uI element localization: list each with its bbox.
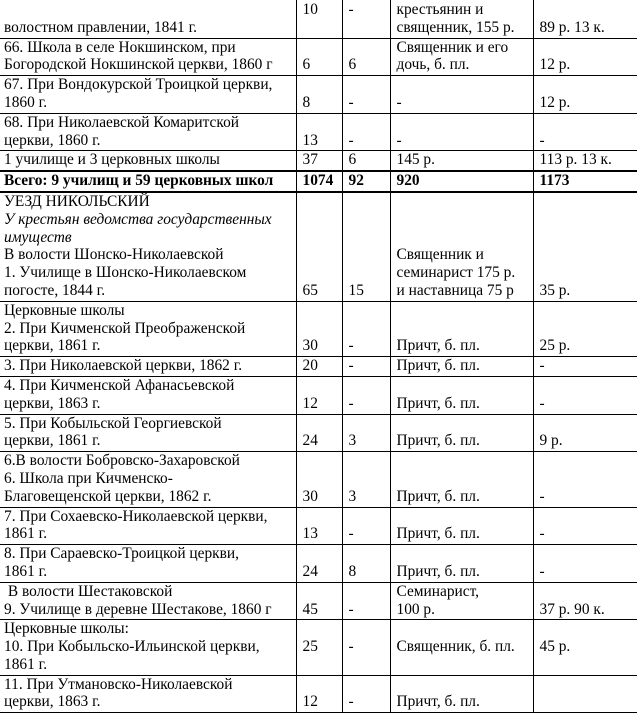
amount-cell: - (533, 452, 637, 507)
school-name-cell (0, 151, 296, 171)
teachers-line: Причт, б. пл. (396, 357, 480, 375)
school-name-line: 2. При Кичменской Преображенской (4, 319, 246, 337)
count-female-cell: 15 (342, 192, 390, 301)
count-female-cell: 6 (342, 38, 390, 76)
table-row (0, 113, 637, 151)
amount-cell: 25 р. (533, 301, 637, 356)
count-male-cell: 24 (296, 545, 342, 583)
table-row (0, 192, 637, 301)
school-name-line: 1861 г. (4, 655, 48, 673)
teachers-cell (390, 545, 533, 583)
school-name-line: 8. При Сараевско-Троицкой церкви, (4, 545, 240, 563)
school-name-line: 9. Училище в деревне Шестакове, 1860 г (4, 600, 272, 618)
table-row (0, 414, 637, 452)
count-male-cell: 6 (296, 38, 342, 76)
school-name-line: 11. При Утмановско-Николаевской (4, 675, 233, 693)
count-female-cell: 3 (342, 414, 390, 452)
teachers-cell (390, 192, 533, 301)
school-name-cell (0, 113, 296, 151)
school-name-line: 6. Школа при Кичменско- (4, 469, 173, 487)
table-row (0, 620, 637, 675)
school-name-cell (0, 171, 296, 192)
school-name-line: волостном правлении, 1841 г. (4, 18, 197, 36)
school-name-line: 1861 г. (4, 525, 48, 543)
count-male-cell: 30 (296, 301, 342, 356)
count-female-cell: - (342, 0, 390, 38)
count-female-cell: - (342, 357, 390, 377)
table-row (0, 545, 637, 583)
count-female-cell: - (342, 376, 390, 414)
count-male-cell: 30 (296, 452, 342, 507)
amount-cell: 35 р. (533, 192, 637, 301)
school-name-line: церкви, 1860 г. (4, 131, 101, 149)
amount-cell: 1173 (533, 171, 637, 192)
table-row (0, 38, 637, 76)
school-name-line: 66. Школа в селе Нокшинском, при (4, 38, 236, 56)
school-name-cell (0, 76, 296, 114)
teachers-cell (390, 76, 533, 114)
teachers-line: Семинарист, (396, 582, 480, 600)
school-name-line: 4. При Кичменской Афанасьевской (4, 376, 235, 394)
school-name-line: Богородской Нокшинской церкви, 1860 г (4, 56, 273, 74)
count-male-cell: 13 (296, 113, 342, 151)
school-name-line: 1860 г. (4, 93, 48, 111)
school-name-cell (0, 452, 296, 507)
count-female-cell: - (342, 582, 390, 620)
count-female-cell: - (342, 620, 390, 675)
count-female-cell: - (342, 76, 390, 114)
count-male-cell: 13 (296, 507, 342, 545)
count-female-cell: - (342, 507, 390, 545)
school-name-cell (0, 192, 296, 301)
count-male-cell: 37 (296, 151, 342, 171)
school-name-line: Всего: 9 училищ и 59 церковных школ (4, 172, 274, 190)
teachers-line: Причт, б. пл. (396, 562, 480, 580)
table-row (0, 0, 637, 38)
school-name-line: церкви, 1861 г. (4, 337, 101, 355)
school-name-line: 3. При Николаевской церкви, 1862 г. (4, 357, 243, 375)
school-name-cell (0, 545, 296, 583)
count-male-cell: 1074 (296, 171, 342, 192)
count-female-cell: 3 (342, 452, 390, 507)
teachers-cell (390, 113, 533, 151)
teachers-line: Священник и (396, 246, 484, 264)
count-male-cell: 45 (296, 582, 342, 620)
count-female-cell: - (342, 113, 390, 151)
teachers-line: 100 р. (396, 600, 435, 618)
school-name-cell (0, 582, 296, 620)
teachers-cell (390, 0, 533, 38)
school-name-cell (0, 507, 296, 545)
school-name-line: В волости Шестаковской (4, 582, 173, 600)
teachers-line: Причт, б. пл. (396, 337, 480, 355)
teachers-cell (390, 414, 533, 452)
teachers-cell (390, 171, 533, 192)
teachers-line: крестьянин и (396, 1, 484, 18)
school-name-line: 1861 г. (4, 562, 48, 580)
school-name-line: 1. Училище в Шонско-Николаевском (4, 264, 247, 282)
teachers-cell (390, 582, 533, 620)
school-name-line: У крестьян ведомства государственных (4, 210, 272, 228)
school-name-line: Благовещенской церкви, 1862 г. (4, 487, 212, 505)
school-name-line: 5. При Кобыльской Георгиевской (4, 414, 222, 432)
table-row (0, 452, 637, 507)
school-name-line: 1 училище и 3 церковных школы (4, 151, 220, 169)
school-name-line: Церковные школы (4, 301, 125, 319)
amount-cell: - (533, 507, 637, 545)
count-female-cell: - (342, 301, 390, 356)
table-row (0, 301, 637, 356)
teachers-line: 145 р. (396, 151, 435, 169)
table-row (0, 151, 637, 171)
teachers-line: - (396, 93, 402, 111)
teachers-cell (390, 38, 533, 76)
count-male-cell: 10 (296, 0, 342, 38)
teachers-line: - (396, 131, 402, 149)
school-name-line: церкви, 1863 г. (4, 693, 101, 711)
count-female-cell: 8 (342, 545, 390, 583)
amount-cell: - (533, 357, 637, 377)
teachers-line: Священник и его (396, 38, 509, 56)
count-male-cell: 12 (296, 376, 342, 414)
count-female-cell: 6 (342, 151, 390, 171)
amount-cell: 45 р. (533, 620, 637, 675)
amount-cell: - (533, 376, 637, 414)
school-name-line: погосте, 1844 г. (4, 281, 106, 299)
school-name-cell (0, 620, 296, 675)
table-row (0, 507, 637, 545)
teachers-line: Священник, б. пл. (396, 638, 515, 656)
school-name-cell (0, 357, 296, 377)
teachers-line: и наставница 75 р (396, 281, 514, 299)
count-male-cell: 8 (296, 76, 342, 114)
teachers-cell (390, 620, 533, 675)
teachers-line: 920 (396, 172, 420, 190)
amount-cell: 37 р. 90 к. (533, 582, 637, 620)
school-name-cell (0, 301, 296, 356)
count-male-cell: 20 (296, 357, 342, 377)
teachers-cell (390, 151, 533, 171)
school-name-line: 67. При Вондокурской Троицкой церкви, (4, 76, 273, 94)
table-row (0, 675, 637, 713)
teachers-line: Причт, б. пл. (396, 693, 480, 711)
count-male-cell: 24 (296, 414, 342, 452)
school-name-line: 68. При Николаевской Комаритской (4, 113, 240, 131)
teachers-line: священник, 155 р. (396, 18, 515, 36)
school-name-line: В волости Шонско-Николаевской (4, 246, 224, 264)
teachers-line: семинарист 175 р. (396, 264, 516, 282)
teachers-line: Причт, б. пл. (396, 525, 480, 543)
school-name-cell (0, 376, 296, 414)
table-row (0, 76, 637, 114)
school-name-line: имуществ (4, 228, 72, 246)
school-name-line: церкви, 1861 г. (4, 432, 101, 450)
count-male-cell: 65 (296, 192, 342, 301)
amount-cell (533, 675, 637, 713)
school-name-line: УЕЗД НИКОЛЬСКИЙ (4, 192, 150, 210)
amount-cell: 113 р. 13 к. (533, 151, 637, 171)
table-row (0, 582, 637, 620)
amount-cell: 89 р. 13 к. (533, 0, 637, 38)
teachers-cell (390, 452, 533, 507)
teachers-line: Причт, б. пл. (396, 432, 480, 450)
table-row (0, 357, 637, 377)
teachers-cell (390, 357, 533, 377)
school-name-line: 6.В волости Бобровско-Захаровской (4, 452, 240, 470)
school-name-line: Церковные школы: (4, 620, 129, 638)
amount-cell: 9 р. (533, 414, 637, 452)
table-row (0, 171, 637, 192)
school-name-line: церкви, 1863 г. (4, 394, 101, 412)
teachers-line: Причт, б. пл. (396, 394, 480, 412)
school-name-line: 10. При Кобыльско-Ильинской церкви, (4, 638, 260, 656)
amount-cell: 12 р. (533, 38, 637, 76)
teachers-cell (390, 675, 533, 713)
amount-cell: 12 р. (533, 76, 637, 114)
school-name-line: 7. При Сохаевско-Николаевской церкви, (4, 507, 268, 525)
count-male-cell: 12 (296, 675, 342, 713)
count-male-cell: 25 (296, 620, 342, 675)
count-female-cell: - (342, 675, 390, 713)
school-name-cell (0, 414, 296, 452)
teachers-cell (390, 507, 533, 545)
school-name-cell (0, 0, 296, 38)
teachers-line: дочь, б. пл. (396, 56, 470, 74)
amount-cell: - (533, 113, 637, 151)
count-female-cell: 92 (342, 171, 390, 192)
table-row (0, 376, 637, 414)
school-name-cell (0, 38, 296, 76)
school-name-cell (0, 675, 296, 713)
teachers-cell (390, 301, 533, 356)
teachers-line: Причт, б. пл. (396, 487, 480, 505)
amount-cell: - (533, 545, 637, 583)
teachers-cell (390, 376, 533, 414)
